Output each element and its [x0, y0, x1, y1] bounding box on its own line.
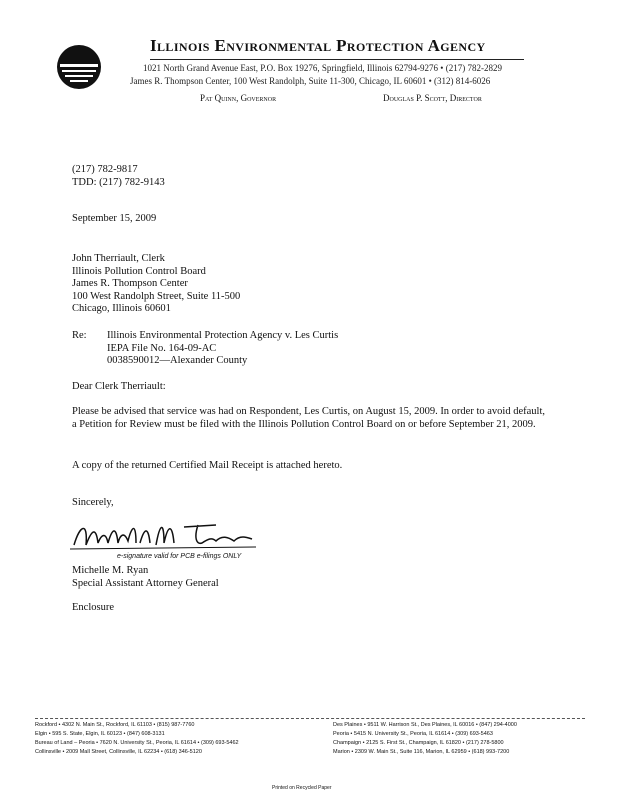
governor-name: Pat Quinn, Governor	[200, 93, 277, 103]
recipient-line: Chicago, Illinois 60601	[72, 303, 171, 314]
footer-office: Peoria • 5415 N. University St., Peoria, IL 61614 • (309) 693-5463	[333, 731, 493, 737]
phone-block	[72, 164, 165, 189]
body-paragraph-2: A copy of the returned Certified Mail Receipt is attached hereto.	[72, 460, 343, 471]
re-subject	[107, 330, 338, 368]
re-line: 0038590012—Alexander County	[107, 355, 248, 366]
e-signature-note: e-signature valid for PCB e-filings ONLY	[117, 553, 242, 560]
recipient-line: John Therriault, Clerk	[72, 253, 165, 264]
footer-office: Des Plaines • 9511 W. Harrison St., Des Plaines, IL 60016 • (847) 294-4000	[333, 722, 517, 728]
recipient-line: Illinois Pollution Control Board	[72, 265, 206, 277]
footer-office: Collinsville • 2009 Mall Street, Collinsville, IL 62234 • (618) 346-5120	[35, 749, 202, 755]
footer-offices-left	[35, 721, 239, 757]
tdd-line: TDD: (217) 782-9143	[72, 176, 165, 188]
signer-title: Special Assistant Attorney General	[72, 577, 219, 589]
footer-office: Rockford • 4302 N. Main St., Rockford, IL 61103 • (815) 987-7760	[35, 722, 195, 728]
recipient-line: 100 West Randolph Street, Suite 11-500	[72, 290, 241, 302]
address-line-2: James R. Thompson Center, 100 West Randolph, Suite 11-300, Chicago, IL 60601 • (312) 814-6026	[130, 76, 491, 86]
footer-office: Elgin • 595 S. State, Elgin, IL 60123 • (847) 608-3131	[35, 731, 165, 737]
agency-name: Illinois Environmental Protection Agency	[150, 36, 486, 55]
letter-date: September 15, 2009	[72, 213, 157, 224]
re-line: IEPA File No. 164-09-AC	[107, 342, 217, 354]
closing: Sincerely,	[72, 497, 114, 508]
re-line: Illinois Environmental Protection Agency v. Les Curtis	[107, 330, 339, 341]
recycled-paper-note: Printed on Recycled Paper	[272, 785, 332, 791]
director-name: Douglas P. Scott, Director	[383, 93, 482, 103]
footer-office: Champaign • 2125 S. First St., Champaign, IL 61820 • (217) 278-5800	[333, 740, 504, 746]
footer-offices-right	[333, 721, 517, 757]
signer-block	[72, 565, 219, 590]
agency-seal-icon	[56, 44, 102, 90]
footer-office: Marion • 2309 W. Main St., Suite 116, Marion, IL 62959 • (618) 993-7200	[333, 749, 510, 755]
re-label: Re:	[72, 330, 87, 341]
recipient-line: James R. Thompson Center	[72, 278, 188, 289]
salutation: Dear Clerk Therriault:	[72, 381, 166, 392]
phone-line: (217) 782-9817	[72, 164, 138, 175]
letterhead-rule	[150, 59, 524, 60]
body-paragraph-1: Please be advised that service was had on Respondent, Les Curtis, on August 15, 2009. In order to avoid default, a Petition for Review must be filed with the Illinois Pollution Control Board on or before September 21, 2009.	[72, 406, 545, 430]
handwritten-signature	[66, 515, 266, 555]
address-line-1: 1021 North Grand Avenue East, P.O. Box 19276, Springfield, Illinois 62794-9276 • (217) 782-2829	[143, 63, 502, 73]
enclosure-note: Enclosure	[72, 602, 114, 613]
footer-rule	[35, 718, 585, 719]
signer-name: Michelle M. Ryan	[72, 565, 149, 576]
footer-office: Bureau of Land – Peoria • 7620 N. University St., Peoria, IL 61614 • (309) 693-5462	[35, 740, 239, 746]
recipient-address	[72, 253, 240, 316]
